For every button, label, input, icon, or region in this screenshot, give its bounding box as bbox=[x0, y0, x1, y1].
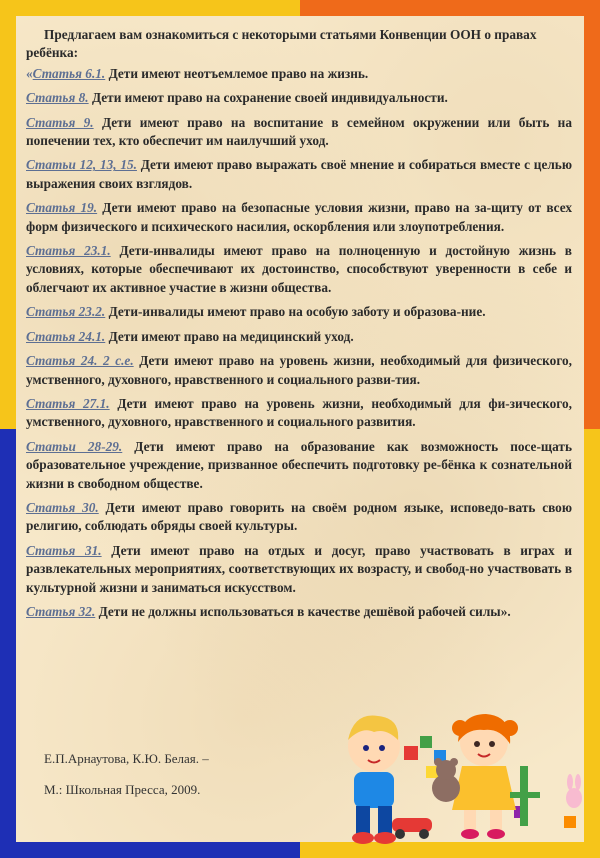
article-label: Статья 24. 2 с.е. bbox=[26, 353, 134, 369]
document-body bbox=[26, 26, 572, 627]
article-text: Дети имеют право на уровень жизни, необходимый для фи-зического, умственного, духовного, нравственного и социального развития. bbox=[26, 395, 572, 430]
article-text: Дети имеют право говорить на своём родном языке, исповедо-вать свою религию, соблюдать обряды своей культуры. bbox=[26, 499, 572, 534]
article-text: Дети имеют право на воспитание в семейном окружении или быть на попечении тех, кто обеспечит им наилучший уход. bbox=[26, 114, 572, 149]
article-label: Статья 6.1. bbox=[32, 65, 106, 81]
article-text: Дети имеют неотъемлемое право на жизнь. bbox=[105, 65, 369, 81]
source-authors: Е.П.Арнаутова, К.Ю. Белая. – bbox=[44, 751, 209, 766]
article-text: Дети имеют право на образование как возможность посе-щать образовательное учреждение, призванное обеспечить подготовку ре-бёнка к сознательной жизни в свободном обществе. bbox=[26, 438, 572, 491]
children-illustration bbox=[334, 706, 596, 856]
article-label: Статья 23.1. bbox=[26, 243, 111, 259]
article-label: Статья 9. bbox=[26, 114, 94, 130]
paper-sheet bbox=[16, 16, 584, 842]
article-text: Дети имеют право на медицинский уход. bbox=[105, 328, 354, 344]
article-paragraph bbox=[26, 65, 572, 83]
article-label: Статья 31. bbox=[26, 542, 102, 558]
article-label: Статьи 28-29. bbox=[26, 438, 123, 454]
article-paragraph bbox=[26, 499, 572, 536]
article-paragraph bbox=[26, 199, 572, 236]
article-text: Дети имеют право на уровень жизни, необходимый для физического, умственного, духовного, нравственного и социального разви-тия. bbox=[26, 353, 572, 387]
article-text: Дети имеют право на сохранение своей индивидуальности. bbox=[88, 90, 448, 106]
article-text: Дети имеют право на отдых и досуг, право участвовать в играх и развлекательных мероприятиях, соответствующих их возрасту, и свобод-но участвовать в культурной жизни и заниматься искусством. bbox=[26, 542, 572, 595]
article-paragraph bbox=[26, 114, 572, 151]
intro-paragraph: Предлагаем вам ознакомиться с некоторыми статьями Конвенции ООН о правах ребёнка: bbox=[26, 27, 537, 61]
article-label: Статья 30. bbox=[26, 499, 99, 515]
article-label: Статьи 12, 13, 15. bbox=[26, 157, 137, 173]
article-text: Дети-инвалиды имеют право на особую заботу и образова-ние. bbox=[105, 304, 486, 320]
article-paragraph bbox=[26, 328, 572, 346]
article-label: Статья 27.1. bbox=[26, 395, 110, 411]
article-paragraph bbox=[26, 395, 572, 432]
article-label: Статья 24.1. bbox=[26, 328, 106, 344]
article-text: Дети имеют право выражать своё мнение и собираться вместе с целью выражения своих взглядов. bbox=[26, 157, 572, 191]
article-paragraph bbox=[26, 242, 572, 297]
article-paragraph bbox=[26, 89, 572, 107]
source-publisher: М.: Школьная Пресса, 2009. bbox=[44, 782, 201, 797]
article-paragraph bbox=[26, 438, 572, 493]
article-label: Статья 23.2. bbox=[26, 304, 106, 320]
opening-quote: « bbox=[26, 65, 33, 81]
article-label: Статья 8. bbox=[26, 90, 89, 106]
article-paragraph bbox=[26, 542, 572, 597]
article-paragraph bbox=[26, 303, 572, 321]
articles-list bbox=[26, 65, 572, 622]
article-paragraph bbox=[26, 603, 572, 621]
article-paragraph bbox=[26, 156, 572, 193]
article-text: Дети-инвалиды имеют право на полноценную и достойную жизнь в условиях, которые обеспечивают их достоинство, способствуют уверенности в себе и облегчают их активное участие в жизни общества. bbox=[26, 243, 572, 295]
article-text: Дети имеют право на безопасные условия жизни, право на за-щиту от всех форм физического и психического насилия, оскорбления или злоупотребления. bbox=[26, 200, 573, 234]
article-paragraph bbox=[26, 352, 572, 389]
article-label: Статья 19. bbox=[26, 200, 98, 216]
article-text: Дети не должны использоваться в качестве дешёвой рабочей силы». bbox=[95, 603, 511, 619]
article-label: Статья 32. bbox=[26, 603, 96, 619]
